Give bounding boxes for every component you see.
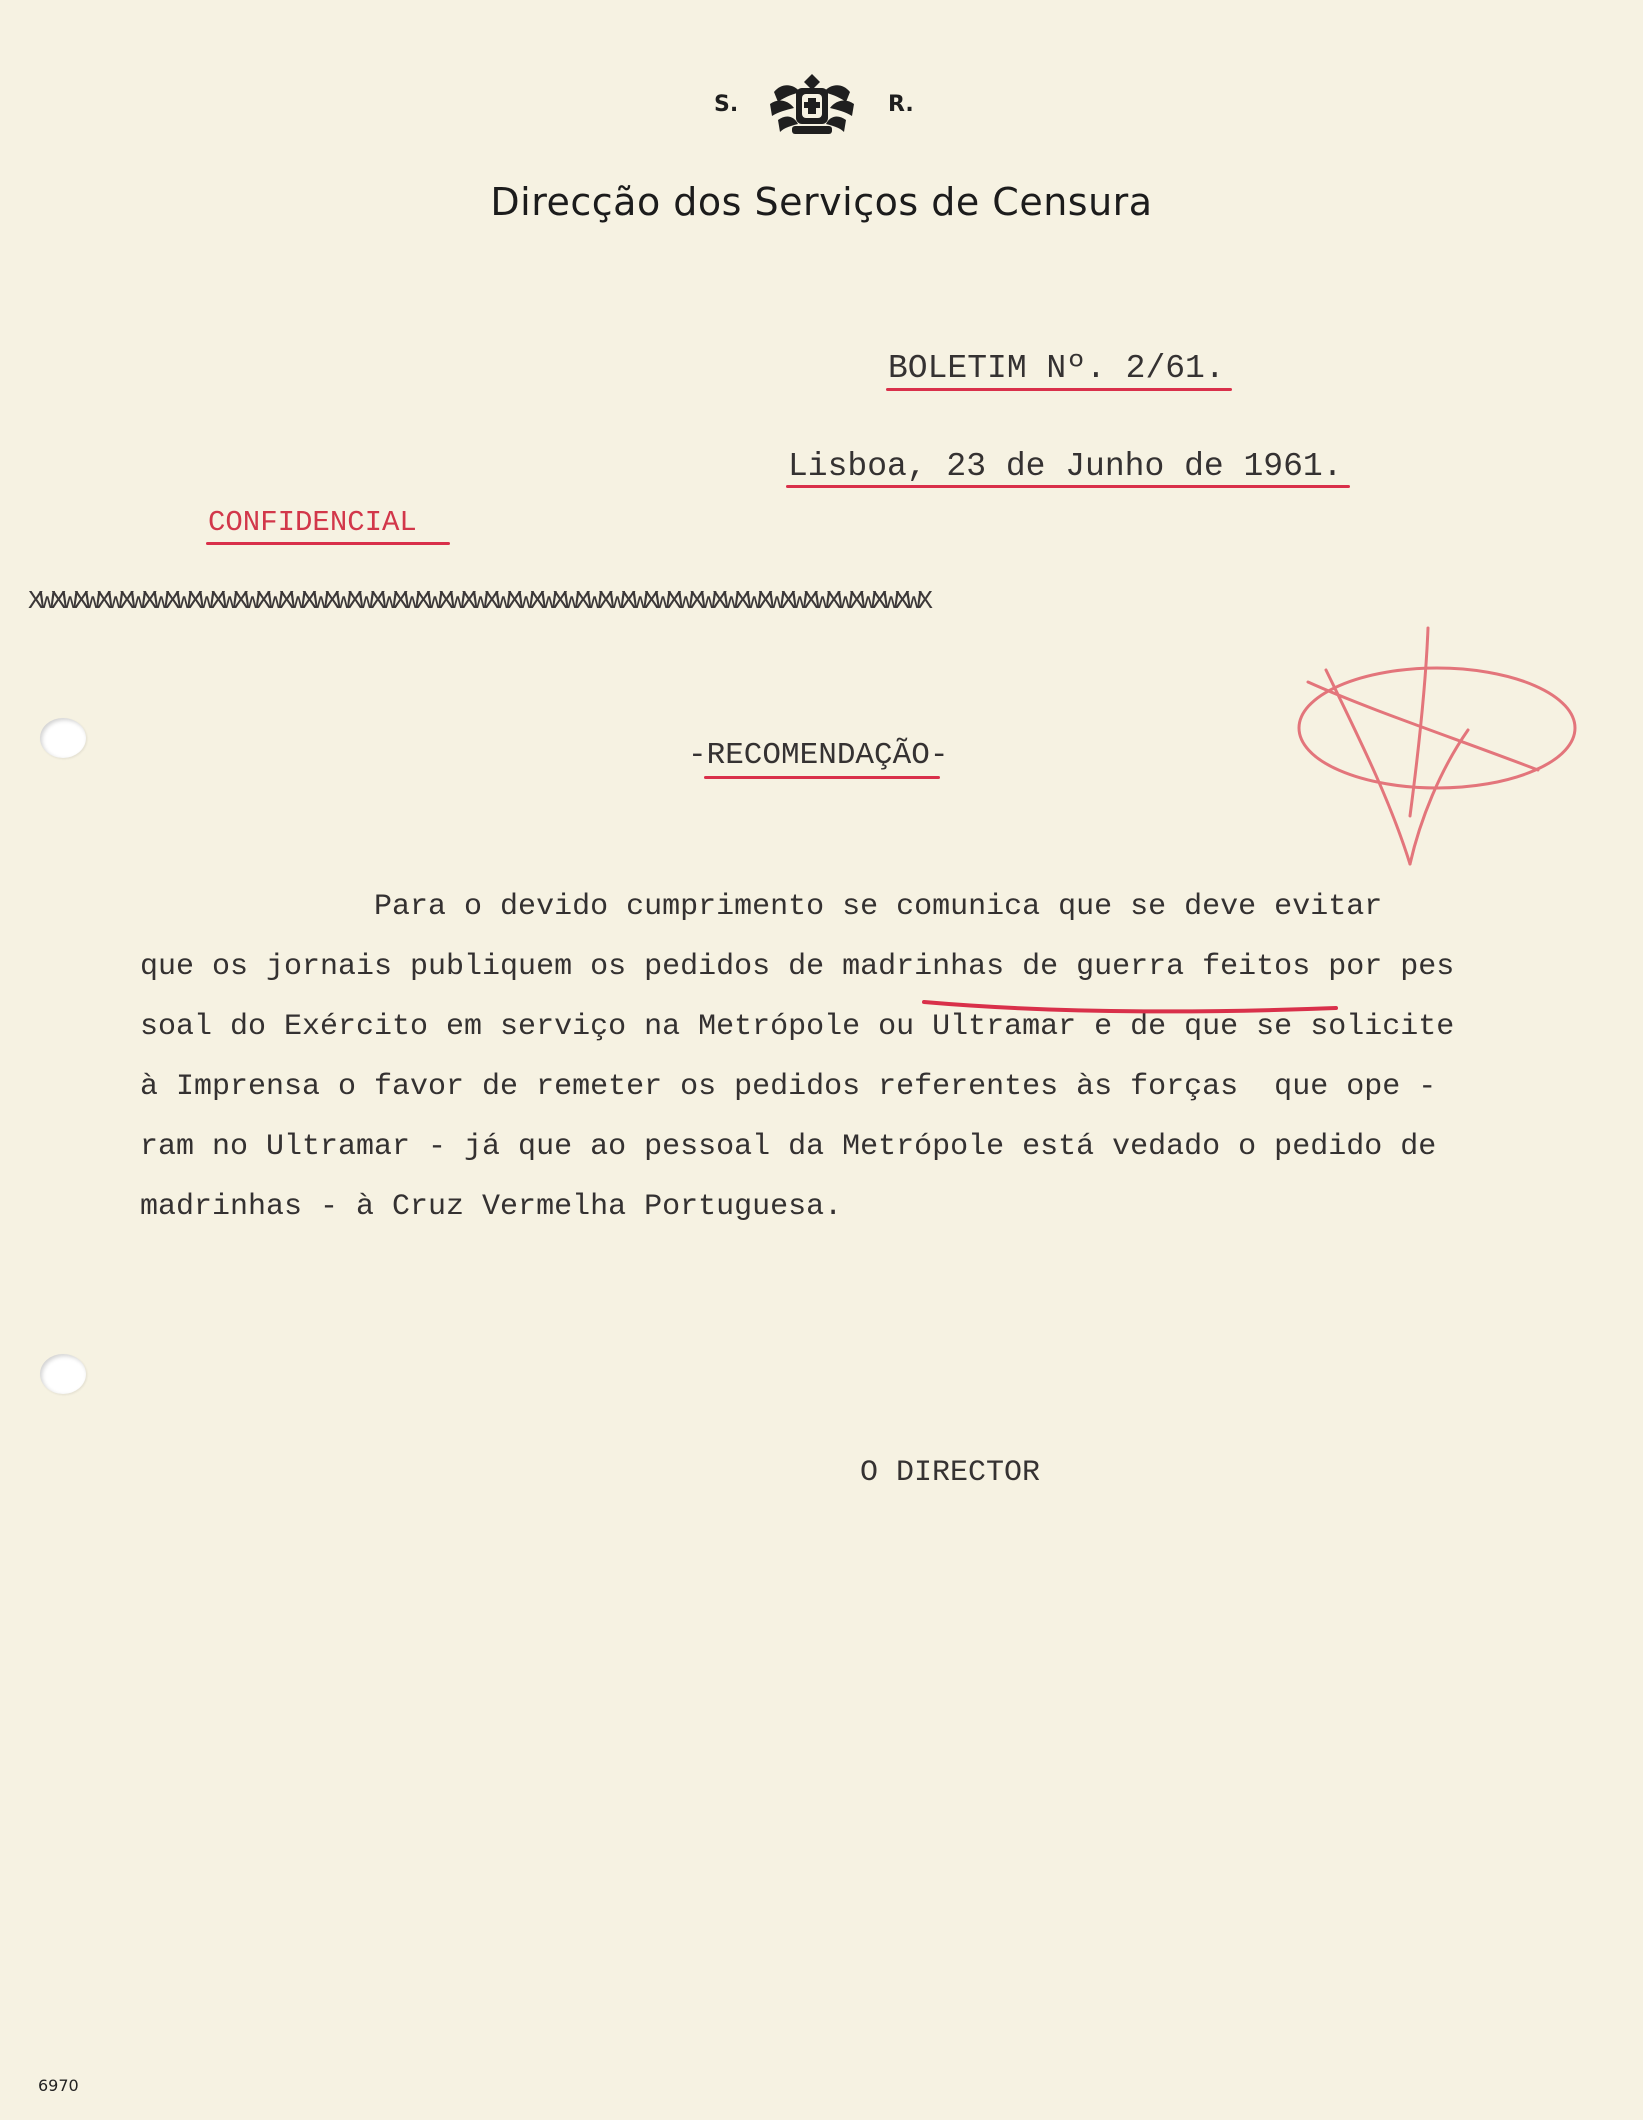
body-line: soal do Exército em serviço na Metrópole ou Ultramar e de que se solicite: [140, 1010, 1455, 1044]
highlight-underline: [920, 990, 1340, 1020]
section-heading: -RECOMENDAÇÃO-: [688, 738, 949, 773]
body-line: que os jornais publiquem os pedidos de madrinhas de guerra feitos por pes: [140, 950, 1455, 984]
letterhead-initial-s: S.: [714, 92, 739, 117]
body-line: à Imprensa o favor de remeter os pedidos referentes às forças que ope -: [140, 1070, 1437, 1104]
coat-of-arms-icon: [764, 70, 860, 140]
letterhead-initial-r: R.: [888, 92, 914, 117]
classification-underline: [206, 542, 450, 545]
dateline-underline: [786, 485, 1350, 488]
bulletin-number: BOLETIM Nº. 2/61.: [888, 350, 1225, 387]
bulletin-number-underline: [886, 388, 1232, 391]
office-title: Direcção dos Serviços de Censura: [490, 180, 1153, 224]
punch-hole: [40, 718, 86, 758]
punch-hole: [40, 1354, 86, 1394]
signature-line: O DIRECTOR: [860, 1456, 1041, 1490]
body-line: madrinhas - à Cruz Vermelha Portuguesa.: [140, 1190, 843, 1224]
body-line: Para o devido cumprimento se comunica que se deve evitar: [140, 890, 1383, 924]
classification-label: CONFIDENCIAL: [208, 506, 417, 539]
dateline: Lisboa, 23 de Junho de 1961.: [788, 448, 1343, 485]
body-line: ram no Ultramar - já que ao pessoal da Metrópole está vedado o pedido de: [140, 1130, 1437, 1164]
separator-line: XWXWXWXWXWXWXWXWXWXWXWXWXWXWXWXWXWXWXWXWXWXWXWXWXWXWXWXWXWXWXWXWXWXWXWXWXWXWXWX: [28, 586, 929, 616]
page-number: 6970: [38, 2076, 79, 2095]
heading-underline: [704, 776, 940, 779]
letterhead: [0, 70, 1643, 140]
red-pencil-mark: [1290, 620, 1580, 870]
